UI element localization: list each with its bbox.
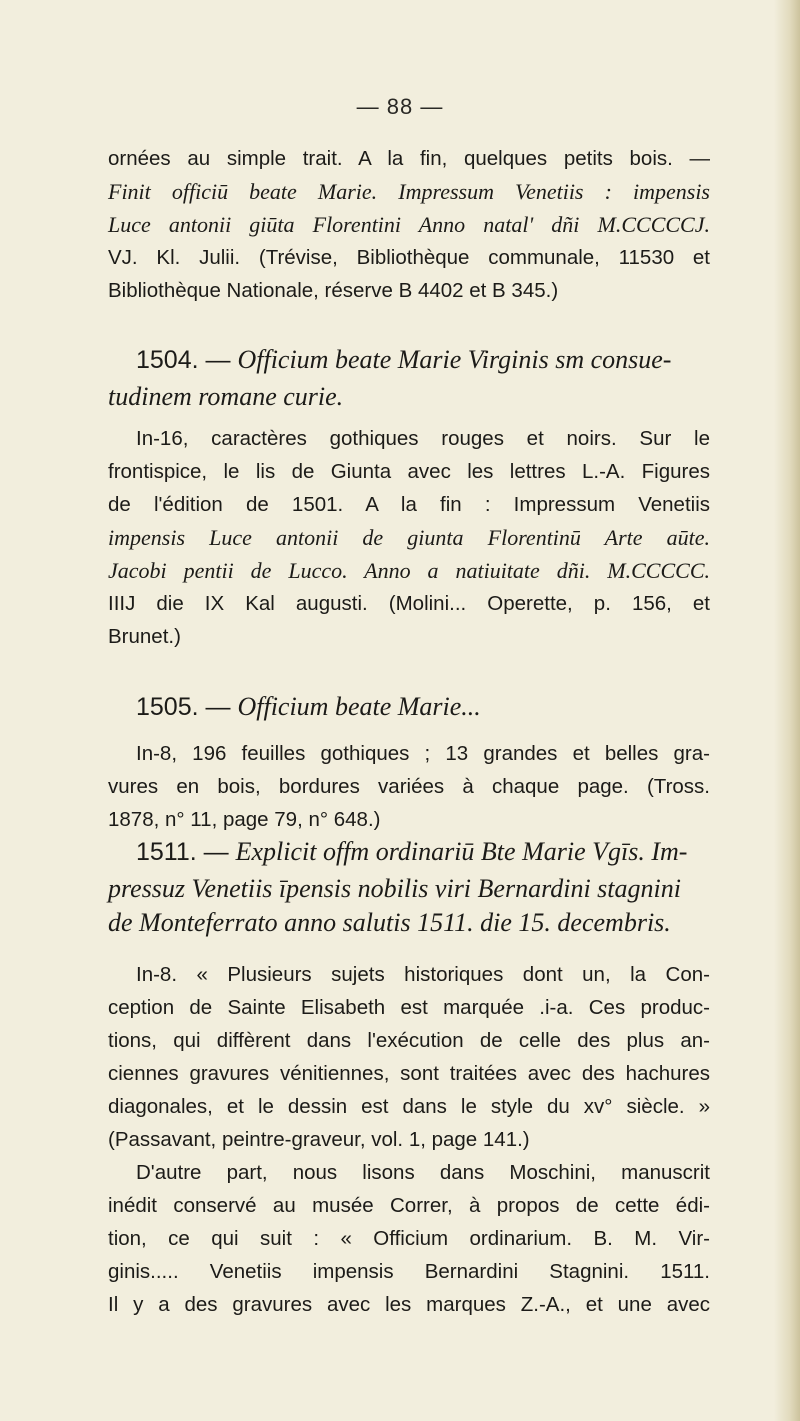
entry-body-1504 <box>108 422 710 653</box>
entry-title: Officium beate Marie Virginis sm consue- <box>237 345 672 374</box>
text-line: In-8, 196 feuilles gothiques ; 13 grandes et belles gra- <box>136 742 710 765</box>
entry-title: de Monteferrato anno salutis 1511. die 15. decembris. <box>108 908 671 937</box>
text-line: (Passavant, peintre-graveur, vol. 1, page 141.) <box>108 1128 530 1151</box>
entry-number: 1504. <box>136 346 199 374</box>
entry-number: 1505. <box>136 693 199 721</box>
page-edge-shadow <box>774 0 800 1421</box>
text-line: Brunet.) <box>108 625 181 648</box>
text-line: D'autre part, nous lisons dans Moschini, manuscrit <box>136 1161 710 1184</box>
entry-heading-1511-cont <box>108 872 710 940</box>
entry-body-1505 <box>108 737 710 836</box>
entry-title: tudinem romane curie. <box>108 382 344 411</box>
entry-number: 1511. <box>136 838 197 866</box>
entry-title: pressuz Venetiis īpensis nobilis viri Bernardini stagnini <box>108 874 681 903</box>
text-line: impensis Luce antonii de giunta Florentinū Arte aūte. <box>108 525 710 550</box>
text-line: In-8. « Plusieurs sujets historiques dont un, la Con- <box>136 963 710 986</box>
text-line: tion, ce qui suit : « Officium ordinarium. B. M. Vir- <box>108 1227 710 1250</box>
entry-heading-1511 <box>136 835 710 869</box>
text-line: Finit officiū beate Marie. Impressum Venetiis : impensis <box>108 179 710 204</box>
text-line: Bibliothèque Nationale, réserve B 4402 et B 345.) <box>108 279 559 302</box>
text-line: In-16, caractères gothiques rouges et noirs. Sur le <box>136 427 710 450</box>
page-number: — 88 — <box>356 94 444 119</box>
text-line: ginis..... Venetiis impensis Bernardini Stagnini. 1511. <box>108 1260 710 1283</box>
entry-heading-1504 <box>136 343 710 377</box>
entry-heading-1504-cont <box>108 380 710 414</box>
text-line: diagonales, et le dessin est dans le style du xv° siècle. » <box>108 1095 710 1118</box>
text-line: Jacobi pentii de Lucco. Anno a natiuitate dñi. M.CCCCC. <box>108 558 710 583</box>
text-line: ciennes gravures vénitiennes, sont traitées avec des hachures <box>108 1062 710 1085</box>
text-line: VJ. Kl. Julii. (Trévise, Bibliothèque communale, 11530 et <box>108 246 710 269</box>
entry-dash: — <box>205 346 231 374</box>
entry-body-1511 <box>108 958 710 1321</box>
text-line: Il y a des gravures avec les marques Z.-A., et une avec <box>108 1293 710 1316</box>
text-line: 1878, n° 11, page 79, n° 648.) <box>108 808 381 831</box>
text-line: vures en bois, bordures variées à chaque page. (Tross. <box>108 775 710 798</box>
entry-heading-1505 <box>136 690 710 724</box>
text-line: Luce antonii giūta Florentini Anno natal' dñi M.CCCCCJ. <box>108 212 710 237</box>
text-line: ception de Sainte Elisabeth est marquée .i-a. Ces produc- <box>108 996 710 1019</box>
entry-dash: — <box>203 838 229 866</box>
entry-dash: — <box>205 693 231 721</box>
text-line: inédit conservé au musée Correr, à propos de cette édi- <box>108 1194 710 1217</box>
paragraph-continuation <box>108 142 710 307</box>
text-line: frontispice, le lis de Giunta avec les lettres L.-A. Figures <box>108 460 710 483</box>
text-line: ornées au simple trait. A la fin, quelques petits bois. — <box>108 147 710 170</box>
text-line: tions, qui diffèrent dans l'exécution de celle des plus an- <box>108 1029 710 1052</box>
entry-title: Explicit offm ordinariū Bte Marie Vgīs. Im- <box>235 837 688 866</box>
text-line: IIIJ die IX Kal augusti. (Molini... Operette, p. 156, et <box>108 592 710 615</box>
entry-title: Officium beate Marie... <box>237 692 481 721</box>
text-line: de l'édition de 1501. A la fin : Impressum Venetiis <box>108 493 710 516</box>
